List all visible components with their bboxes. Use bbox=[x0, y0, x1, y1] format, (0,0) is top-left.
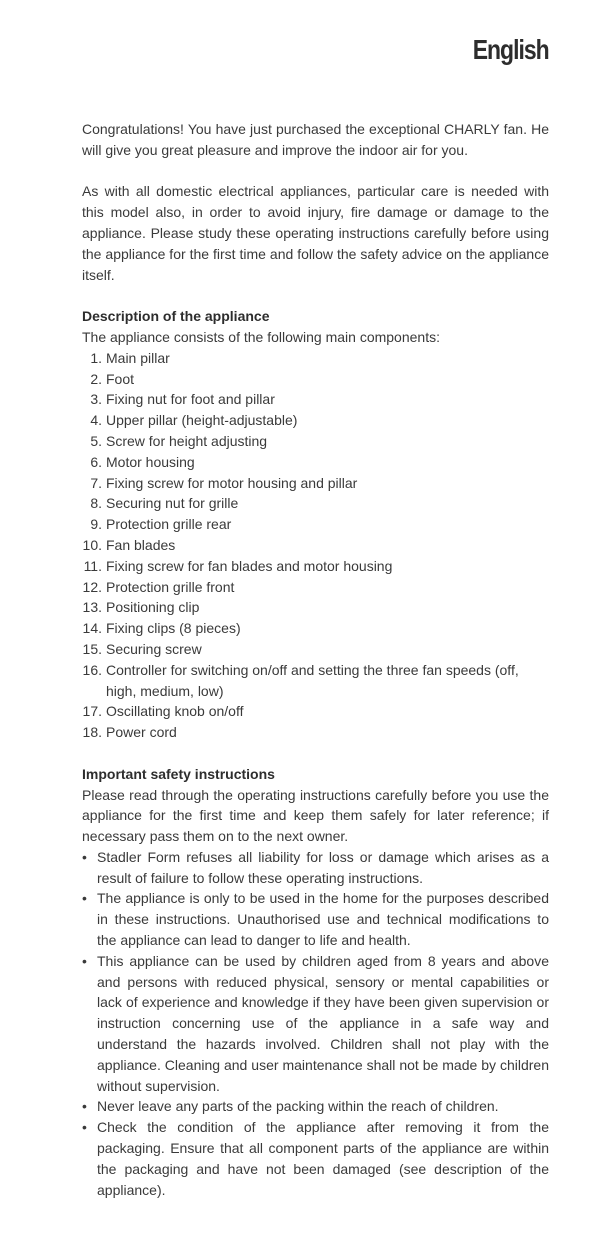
component-label: Power cord bbox=[106, 724, 177, 741]
safety-text: This appliance can be used by children aged from 8 years and above and persons with reduced physical, sensory or mental capabilities or lack of experience and knowledge if they have been given supervision or instruction concerning use of the appliance in a safe way and understand the hazards involved. Children shall not play with the appliance. Cleaning and user maintenance shall not be made by children without supervision. bbox=[97, 952, 549, 1094]
component-number: 13. bbox=[82, 599, 102, 616]
component-number: 17. bbox=[82, 703, 102, 720]
spacer bbox=[82, 285, 549, 306]
safety-item bbox=[82, 888, 549, 950]
component-number: 18. bbox=[82, 724, 102, 741]
component-label: Protection grille rear bbox=[106, 516, 232, 533]
intro-paragraph: As with all domestic electrical appliances, particular care is needed with this model also, in order to avoid injury, fire damage or damage to the appliance. Please study these operating instructions carefully before using the appliance for the first time and follow the safety advice on the appliance itself. bbox=[82, 183, 549, 283]
component-label: Fixing screw for fan blades and motor housing bbox=[106, 557, 393, 574]
component-label: Main pillar bbox=[106, 349, 170, 366]
intro-paragraph: Congratulations! You have just purchased the exceptional CHARLY fan. He will give you great pleasure and improve the indoor air for you. bbox=[82, 121, 549, 158]
component-item bbox=[82, 701, 549, 722]
component-label: Motor housing bbox=[106, 453, 195, 470]
component-number: 16. bbox=[82, 661, 102, 678]
component-number: 9. bbox=[90, 516, 102, 533]
component-label: Securing nut for grille bbox=[106, 495, 239, 512]
safety-list bbox=[82, 847, 549, 1201]
component-number: 15. bbox=[82, 640, 102, 657]
component-label: Fixing screw for motor housing and pillar bbox=[106, 474, 358, 491]
component-number: 14. bbox=[82, 620, 102, 637]
bullet-icon: • bbox=[82, 1119, 87, 1136]
component-label: Upper pillar (height-adjustable) bbox=[106, 412, 298, 429]
component-label: Foot bbox=[106, 370, 135, 387]
safety-item bbox=[82, 1117, 549, 1200]
component-number: 3. bbox=[90, 391, 102, 408]
component-item bbox=[82, 452, 549, 473]
component-number: 6. bbox=[90, 453, 102, 470]
spacer bbox=[82, 743, 549, 764]
component-item bbox=[82, 618, 549, 639]
component-number: 4. bbox=[90, 412, 102, 429]
component-item bbox=[82, 348, 549, 369]
component-number: 7. bbox=[90, 474, 102, 491]
component-item bbox=[82, 722, 549, 743]
safety-text: Check the condition of the appliance after removing it from the packaging. Ensure that all component parts of the appliance are within the packaging and have not been damaged (see description of the appliance). bbox=[97, 1119, 549, 1198]
bullet-icon: • bbox=[82, 952, 87, 969]
component-item bbox=[82, 660, 549, 702]
component-item bbox=[82, 577, 549, 598]
component-item bbox=[82, 556, 549, 577]
component-item bbox=[82, 473, 549, 494]
component-label: Fixing nut for foot and pillar bbox=[106, 391, 275, 408]
component-item bbox=[82, 535, 549, 556]
bullet-icon: • bbox=[82, 890, 87, 907]
safety-text: Never leave any parts of the packing within the reach of children. bbox=[97, 1098, 499, 1115]
language-heading: English bbox=[472, 34, 549, 65]
component-number: 12. bbox=[82, 578, 102, 595]
component-label: Protection grille front bbox=[106, 578, 235, 595]
safety-item bbox=[82, 951, 549, 1097]
component-item bbox=[82, 493, 549, 514]
safety-lead: Please read through the operating instructions carefully before you use the appliance for the first time and keep them safely for later reference; if necessary pass them on to the next owner. bbox=[82, 786, 549, 845]
component-label: Securing screw bbox=[106, 640, 202, 657]
description-heading: Description of the appliance bbox=[82, 308, 270, 325]
component-item bbox=[82, 597, 549, 618]
component-number: 5. bbox=[90, 432, 102, 449]
safety-item bbox=[82, 847, 549, 889]
component-label: Controller for switching on/off and setting the three fan speeds (off, high, medium, low) bbox=[106, 661, 519, 699]
safety-item bbox=[82, 1096, 549, 1117]
safety-text: Stadler Form refuses all liability for loss or damage which arises as a result of failure to follow these operating instructions. bbox=[97, 848, 549, 886]
safety-heading: Important safety instructions bbox=[82, 765, 275, 782]
component-list bbox=[82, 348, 549, 743]
bullet-icon: • bbox=[82, 848, 87, 865]
description-lead: The appliance consists of the following main components: bbox=[82, 328, 440, 345]
component-label: Screw for height adjusting bbox=[106, 432, 268, 449]
component-number: 2. bbox=[90, 370, 102, 387]
component-number: 11. bbox=[83, 557, 102, 574]
safety-text: The appliance is only to be used in the home for the purposes described in these instructions. Unauthorised use and technical modifications to the appliance can lead to danger to life and health. bbox=[97, 890, 549, 949]
manual-content bbox=[82, 119, 549, 1200]
bullet-icon: • bbox=[82, 1098, 87, 1115]
component-item bbox=[82, 389, 549, 410]
component-number: 1. bbox=[90, 349, 102, 366]
component-label: Positioning clip bbox=[106, 599, 200, 616]
component-number: 10. bbox=[82, 536, 102, 553]
component-item bbox=[82, 410, 549, 431]
component-item bbox=[82, 514, 549, 535]
component-label: Fixing clips (8 pieces) bbox=[106, 620, 241, 637]
component-item bbox=[82, 369, 549, 390]
component-label: Oscillating knob on/off bbox=[106, 703, 244, 720]
component-item bbox=[82, 639, 549, 660]
spacer bbox=[82, 161, 549, 182]
component-label: Fan blades bbox=[106, 536, 176, 553]
component-item bbox=[82, 431, 549, 452]
component-number: 8. bbox=[90, 495, 102, 512]
